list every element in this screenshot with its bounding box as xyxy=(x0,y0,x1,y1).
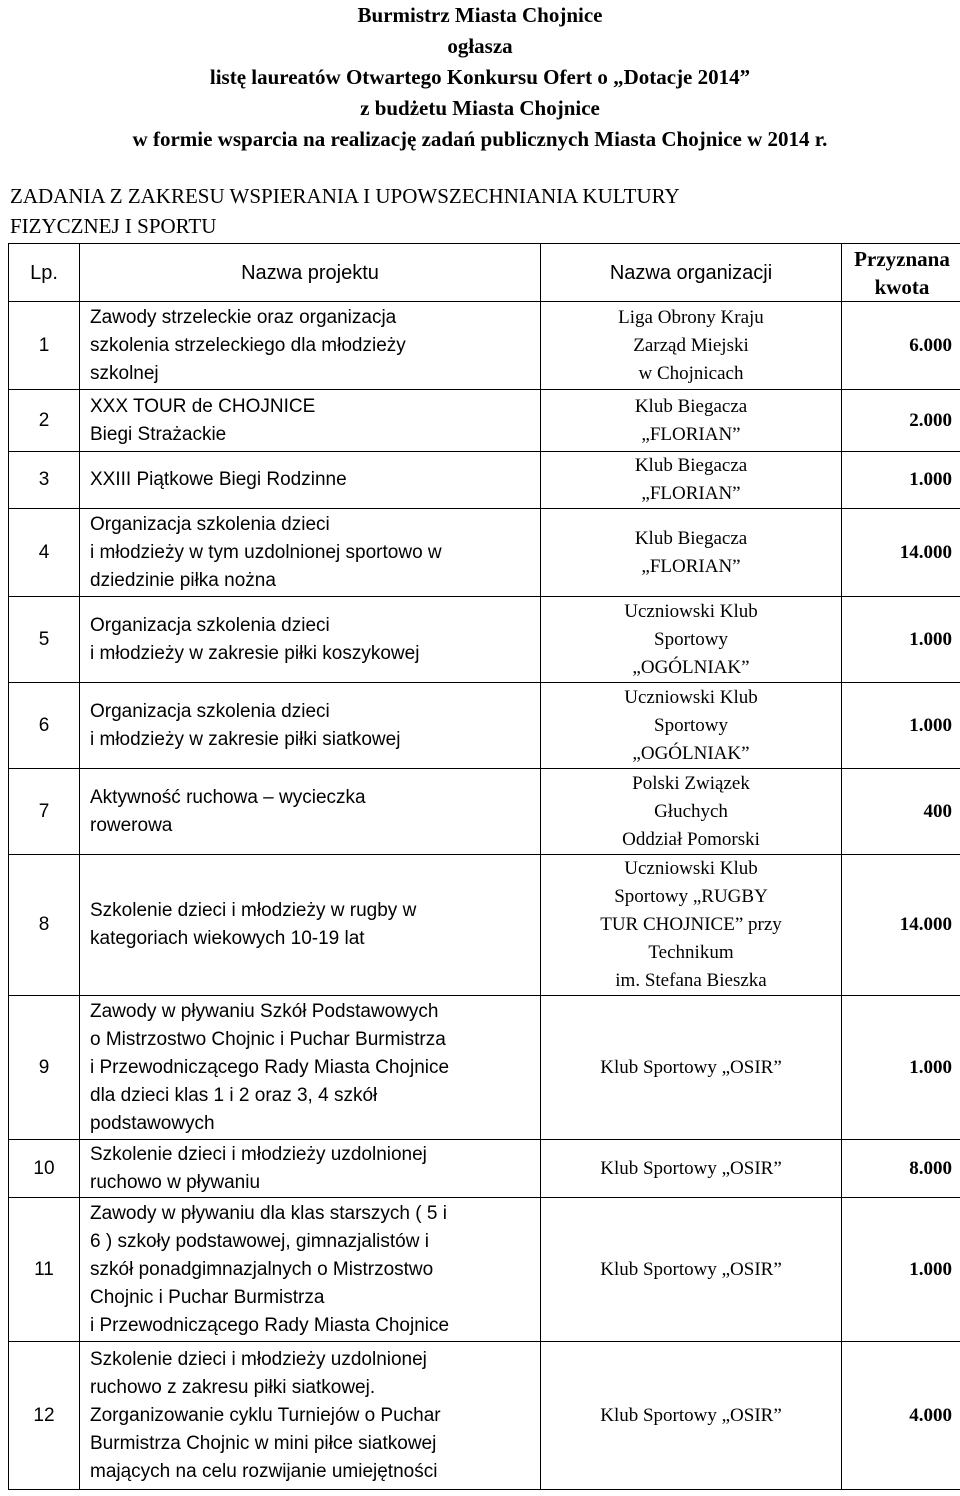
section-title xyxy=(10,181,910,241)
row-lp: 12 xyxy=(9,1342,80,1490)
table-row xyxy=(9,1198,960,1342)
row-lp: 9 xyxy=(9,996,80,1140)
row-organization: Polski Związek Głuchych Oddział Pomorski xyxy=(541,769,842,855)
row-amount: 400 xyxy=(842,769,960,855)
table-row xyxy=(9,390,960,452)
row-amount: 4.000 xyxy=(842,1342,960,1490)
row-lp: 8 xyxy=(9,855,80,996)
row-project: Zawody w pływaniu dla klas starszych ( 5 i 6 ) szkoły podstawowej, gimnazjalistów i szkół ponadgimnazjalnych o Mistrzostwo Chojnic i Puchar Burmistrza i Przewodniczącego Rady Miasta Chojnice xyxy=(80,1198,541,1342)
laureates-table xyxy=(8,243,960,1490)
header-lp: Lp. xyxy=(9,244,80,302)
table-row xyxy=(9,996,960,1140)
row-lp: 11 xyxy=(9,1198,80,1342)
table-row xyxy=(9,452,960,509)
document-header xyxy=(0,0,960,155)
row-amount: 2.000 xyxy=(842,390,960,452)
row-project: XXIII Piątkowe Biegi Rodzinne xyxy=(80,452,541,509)
row-organization: Liga Obrony Kraju Zarząd Miejski w Chojnicach xyxy=(541,302,842,390)
row-organization: Klub Sportowy „OSIR” xyxy=(541,1140,842,1198)
row-lp: 4 xyxy=(9,509,80,597)
header-organization: Nazwa organizacji xyxy=(541,244,842,302)
row-organization: Klub Biegacza „FLORIAN” xyxy=(541,509,842,597)
table-row xyxy=(9,683,960,769)
row-amount: 1.000 xyxy=(842,597,960,683)
header-budget: z budżetu Miasta Chojnice xyxy=(360,96,600,120)
row-project: Zawody strzeleckie oraz organizacja szkolenia strzeleckiego dla młodzieży szkolnej xyxy=(80,302,541,390)
row-lp: 6 xyxy=(9,683,80,769)
row-project: Aktywność ruchowa – wycieczka rowerowa xyxy=(80,769,541,855)
row-lp: 7 xyxy=(9,769,80,855)
row-amount: 6.000 xyxy=(842,302,960,390)
header-amount: Przyznana kwota xyxy=(842,244,960,302)
table-row xyxy=(9,769,960,855)
row-amount: 1.000 xyxy=(842,1198,960,1342)
row-project: Organizacja szkolenia dzieci i młodzieży w tym uzdolnionej sportowo w dziedzinie piłka nożna xyxy=(80,509,541,597)
table-row xyxy=(9,1342,960,1490)
header-issuer: Burmistrz Miasta Chojnice xyxy=(357,3,603,27)
row-project: Szkolenie dzieci i młodzieży uzdolnionej ruchowo z zakresu piłki siatkowej. Zorganizowanie cyklu Turniejów o Puchar Burmistrza Chojnic w mini piłce siatkowej mających na celu rozwijanie umiejętności xyxy=(80,1342,541,1490)
row-amount: 8.000 xyxy=(842,1140,960,1198)
header-scope: w formie wsparcia na realizację zadań publicznych Miasta Chojnice w 2014 r. xyxy=(132,127,828,151)
table-header-row xyxy=(9,244,960,302)
table-row xyxy=(9,302,960,390)
header-project: Nazwa projektu xyxy=(80,244,541,302)
row-organization: Klub Sportowy „OSIR” xyxy=(541,1198,842,1342)
row-project: Organizacja szkolenia dzieci i młodzieży w zakresie piłki koszykowej xyxy=(80,597,541,683)
row-lp: 5 xyxy=(9,597,80,683)
row-amount: 14.000 xyxy=(842,855,960,996)
table-row xyxy=(9,597,960,683)
row-lp: 2 xyxy=(9,390,80,452)
row-organization: Uczniowski Klub Sportowy „OGÓLNIAK” xyxy=(541,683,842,769)
row-project: Organizacja szkolenia dzieci i młodzieży w zakresie piłki siatkowej xyxy=(80,683,541,769)
header-title: listę laureatów Otwartego Konkursu Ofert o „Dotacje 2014” xyxy=(209,65,751,89)
row-organization: Uczniowski Klub Sportowy „OGÓLNIAK” xyxy=(541,597,842,683)
row-lp: 3 xyxy=(9,452,80,509)
row-amount: 1.000 xyxy=(842,996,960,1140)
row-project: Szkolenie dzieci i młodzieży uzdolnionej ruchowo w pływaniu xyxy=(80,1140,541,1198)
row-lp: 1 xyxy=(9,302,80,390)
row-project: XXX TOUR de CHOJNICE Biegi Strażackie xyxy=(80,390,541,452)
section-title-line1: ZADANIA Z ZAKRESU WSPIERANIA I UPOWSZECHNIANIA KULTURY xyxy=(10,184,680,208)
header-announces: ogłasza xyxy=(447,34,513,58)
table-row xyxy=(9,509,960,597)
row-project: Zawody w pływaniu Szkół Podstawowych o Mistrzostwo Chojnic i Puchar Burmistrza i Przewodniczącego Rady Miasta Chojnice dla dzieci klas 1 i 2 oraz 3, 4 szkół podstawowych xyxy=(80,996,541,1140)
row-project: Szkolenie dzieci i młodzieży w rugby w kategoriach wiekowych 10-19 lat xyxy=(80,855,541,996)
table-row xyxy=(9,1140,960,1198)
row-organization: Uczniowski Klub Sportowy „RUGBY TUR CHOJNICE” przy Technikum im. Stefana Bieszka xyxy=(541,855,842,996)
row-lp: 10 xyxy=(9,1140,80,1198)
section-title-line2: FIZYCZNEJ I SPORTU xyxy=(10,214,217,238)
row-organization: Klub Sportowy „OSIR” xyxy=(541,996,842,1140)
row-organization: Klub Sportowy „OSIR” xyxy=(541,1342,842,1490)
table-row xyxy=(9,855,960,996)
row-organization: Klub Biegacza „FLORIAN” xyxy=(541,390,842,452)
row-amount: 1.000 xyxy=(842,683,960,769)
row-amount: 1.000 xyxy=(842,452,960,509)
row-organization: Klub Biegacza „FLORIAN” xyxy=(541,452,842,509)
row-amount: 14.000 xyxy=(842,509,960,597)
